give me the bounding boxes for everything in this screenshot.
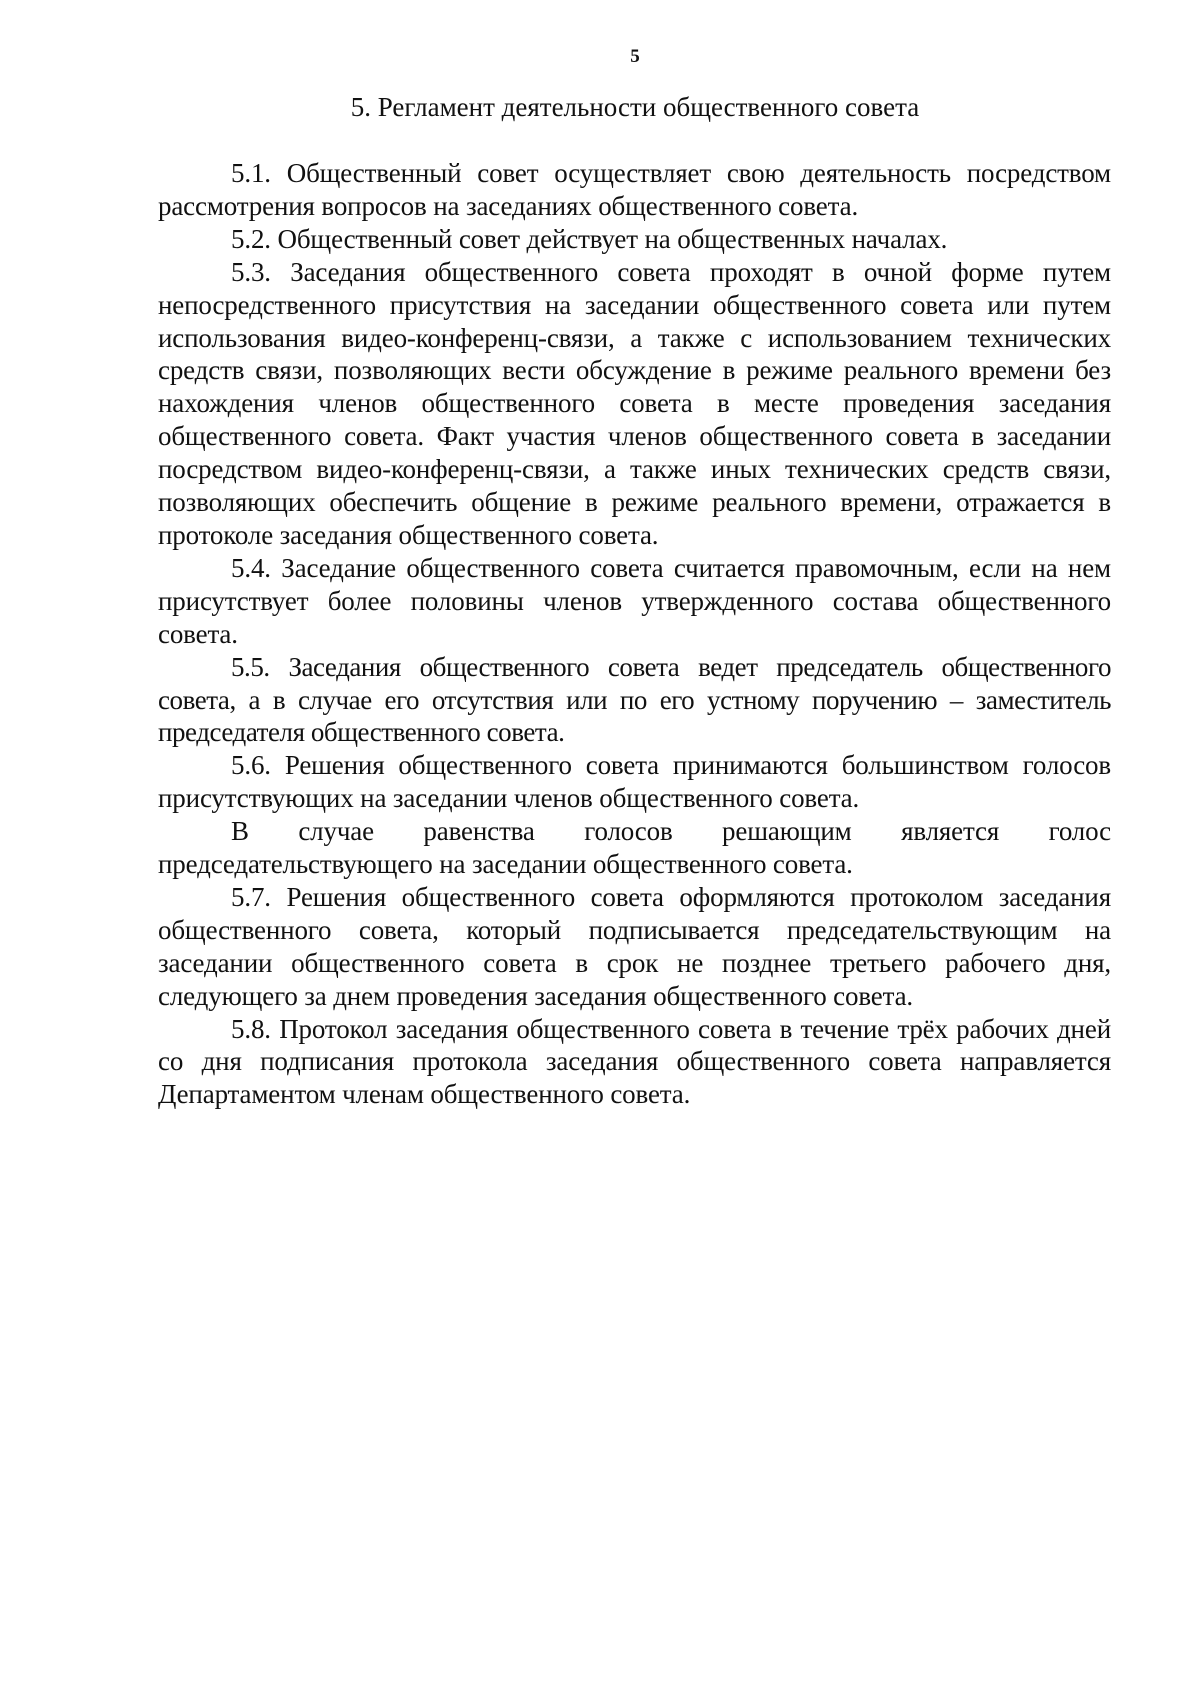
paragraph-5-6: 5.6. Решения общественного совета принимаются большинством голосов присутствующих на заседании членов общественного совета. (158, 750, 1111, 814)
page-number: 5 (630, 46, 640, 67)
paragraph-5-4: 5.4. Заседание общественного совета считается правомочным, если на нем присутствует более половины членов утвержденного состава общественного совета. (158, 552, 1111, 649)
paragraph-5-2: 5.2. Общественный совет действует на общественных началах. (231, 223, 948, 254)
paragraph-5-3: 5.3. Заседания общественного совета проходят в очной форме путем непосредственного присутствия на заседании общественного совета или путем использования видео-конференц-связи, а также с использованием технических средств связи, позволяющих вести обсуждение в режиме реального времени без нахождения членов общественного совета в месте проведения заседания общественного совета. Факт участия членов общественного совета в заседании посредством видео-конференц-связи, а также иных технических средств связи, позволяющих обеспечить общение в режиме реального времени, отражается в протоколе заседания общественного совета. (158, 256, 1111, 550)
paragraph-5-8: 5.8. Протокол заседания общественного совета в течение трёх рабочих дней со дня подписания протокола заседания общественного совета направляется Департаментом членам общественного совета. (158, 1013, 1111, 1110)
section-title: 5. Регламент деятельности общественного совета (350, 92, 920, 122)
paragraph-5-5: 5.5. Заседания общественного совета ведет председатель общественного совета, а в случае его отсутствия или по его устному поручению – заместитель председателя общественного совета. (158, 651, 1111, 748)
paragraph-5-6-tie-rule: В случае равенства голосов решающим является голос председательствующего на заседании общественного совета. (158, 816, 1111, 880)
paragraph-5-7: 5.7. Решения общественного совета оформляются протоколом заседания общественного совета, который подписывается председательствующим на заседании общественного совета в срок не позднее третьего рабочего дня, следующего за днем проведения заседания общественного совета. (158, 881, 1111, 1011)
section-body (158, 157, 1111, 1111)
paragraph-5-1: 5.1. Общественный совет осуществляет свою деятельность посредством рассмотрения вопросов на заседаниях общественного совета. (158, 158, 1111, 221)
